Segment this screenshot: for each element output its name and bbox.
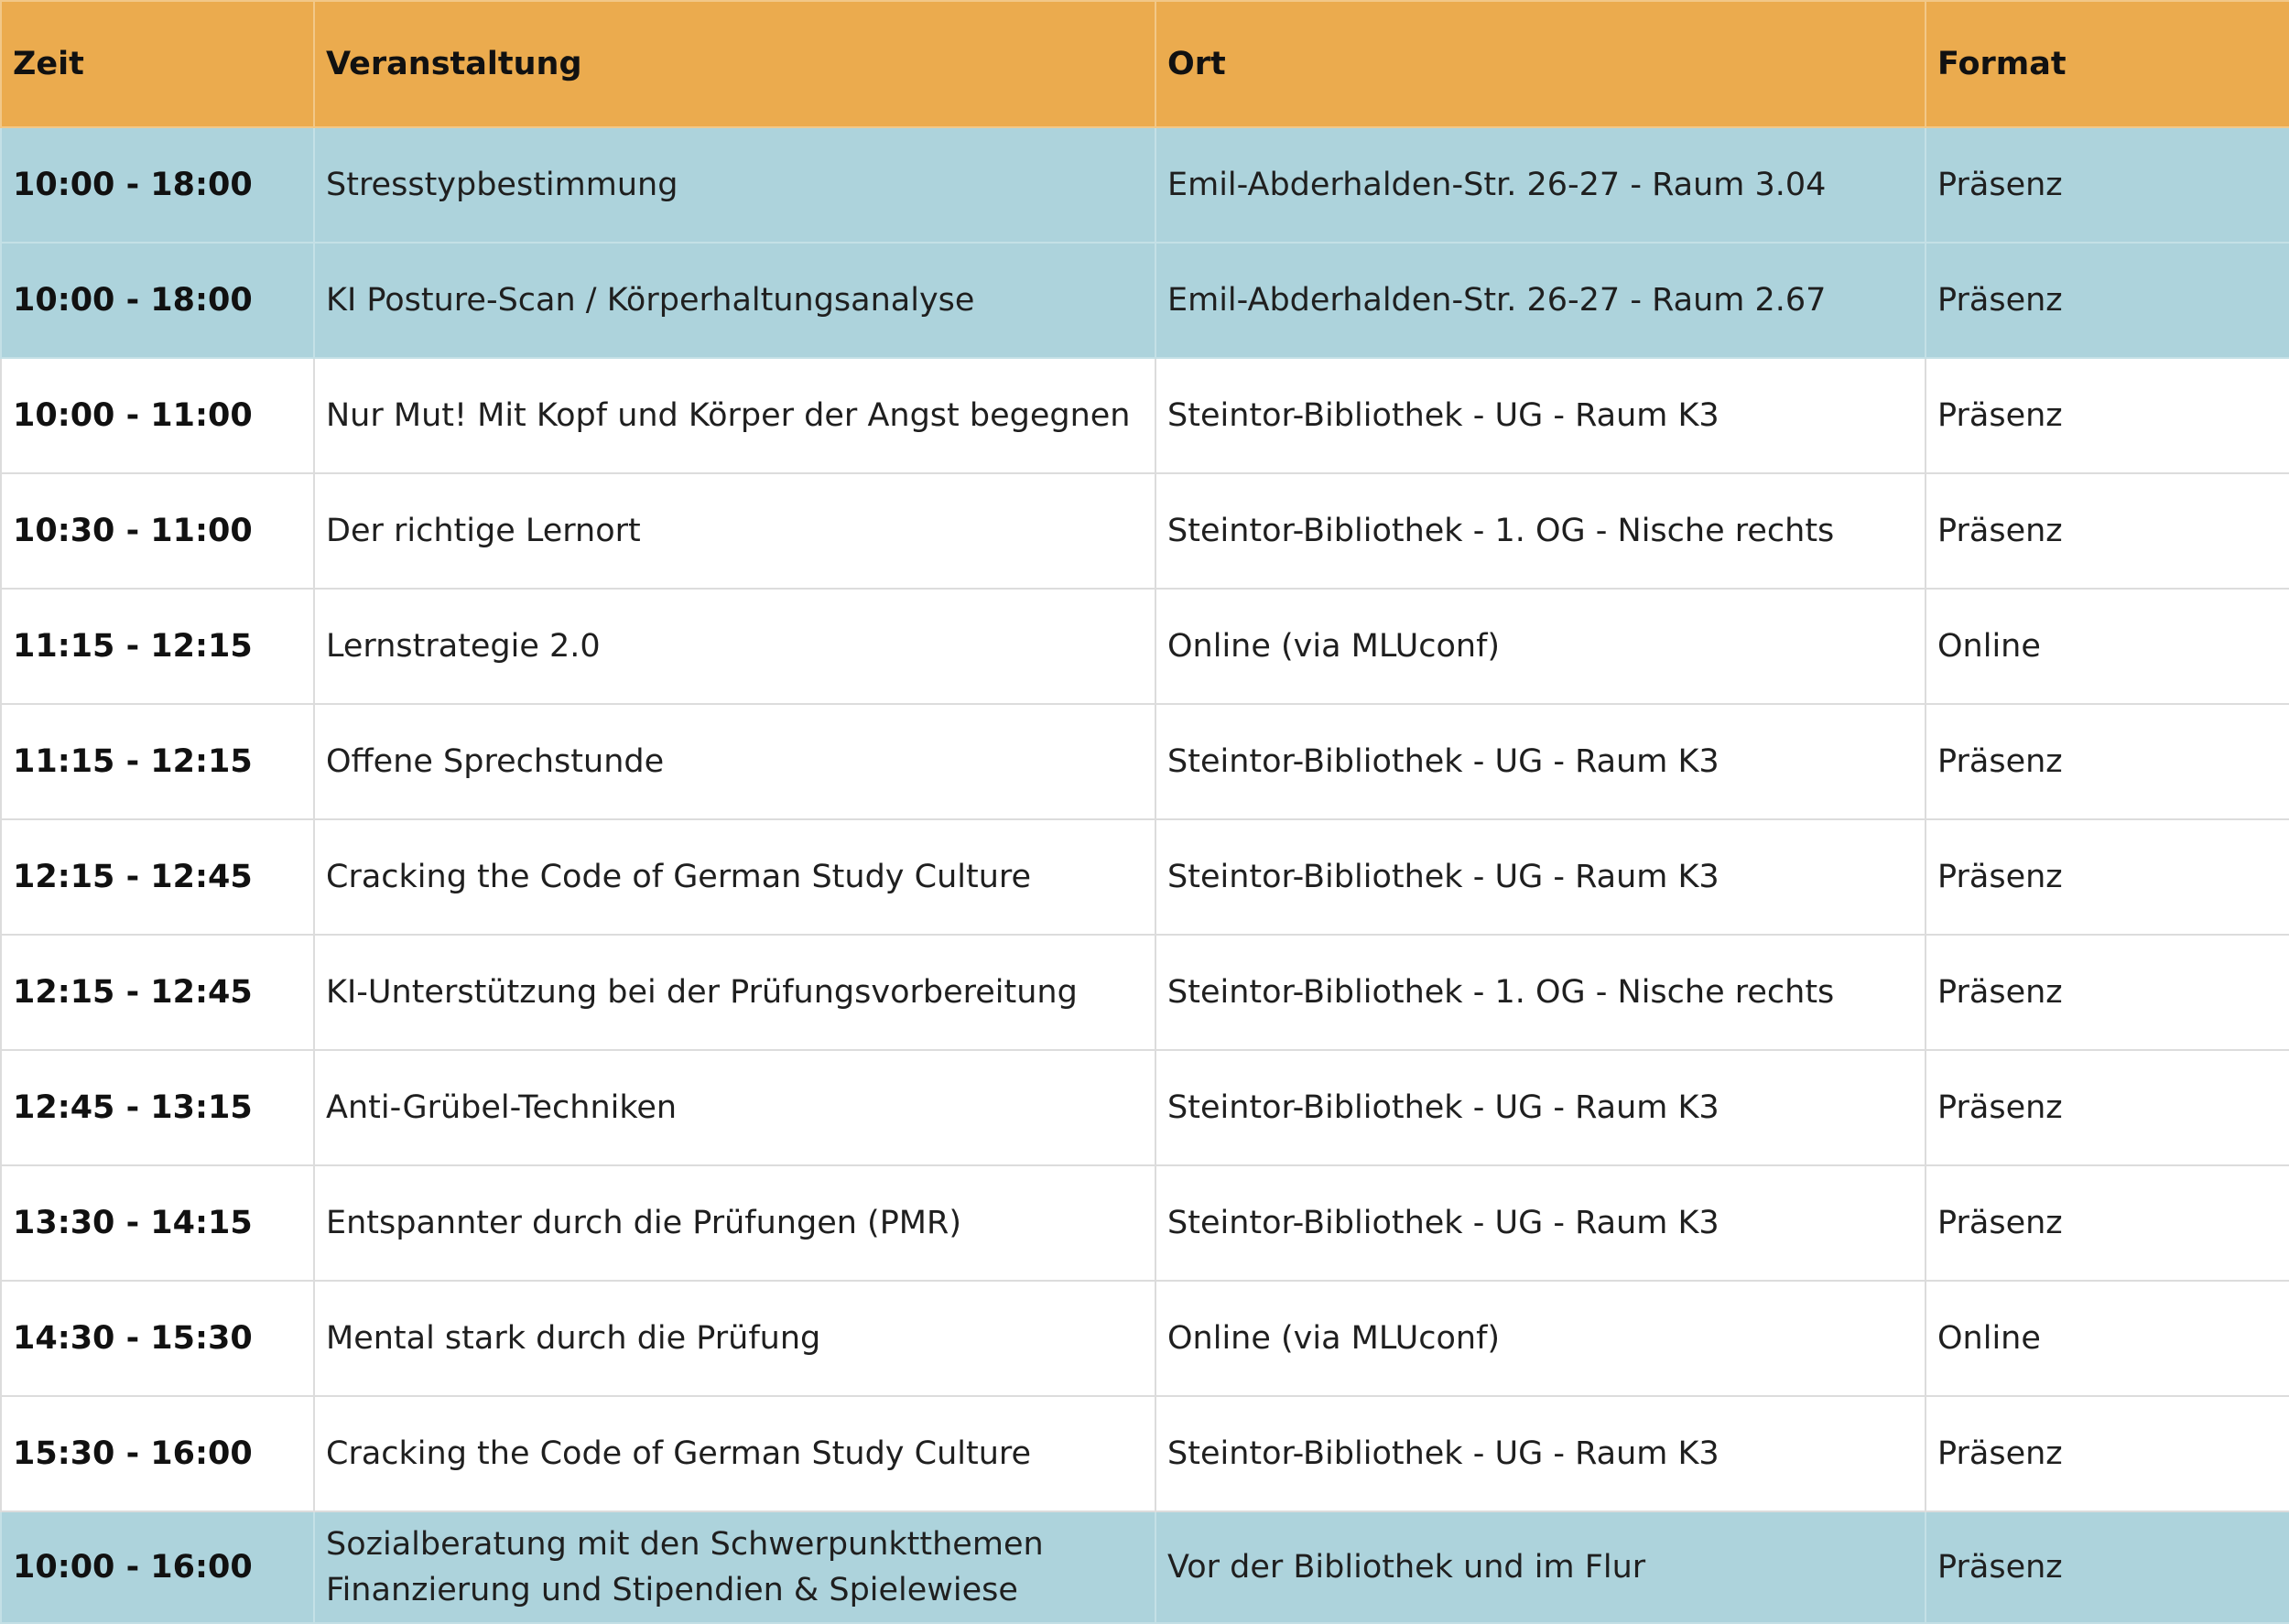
cell-ort: Steintor-Bibliothek - UG - Raum K3 bbox=[1155, 1050, 1926, 1165]
table-body bbox=[1, 127, 2289, 1623]
cell-ort: Vor der Bibliothek und im Flur bbox=[1155, 1511, 1926, 1623]
cell-format: Online bbox=[1926, 1281, 2289, 1396]
cell-zeit: 10:00 - 18:00 bbox=[1, 243, 314, 358]
cell-format: Präsenz bbox=[1926, 127, 2289, 243]
cell-veranstaltung: Sozialberatung mit den Schwerpunktthemen Finanzierung und Stipendien & Spielewiese bbox=[314, 1511, 1155, 1623]
cell-zeit: 10:00 - 18:00 bbox=[1, 127, 314, 243]
cell-format: Präsenz bbox=[1926, 1511, 2289, 1623]
cell-veranstaltung: Der richtige Lernort bbox=[314, 473, 1155, 589]
table-row bbox=[1, 1511, 2289, 1623]
cell-veranstaltung: Stresstypbestimmung bbox=[314, 127, 1155, 243]
cell-ort: Steintor-Bibliothek - UG - Raum K3 bbox=[1155, 819, 1926, 935]
header-zeit: Zeit bbox=[1, 1, 314, 127]
cell-zeit: 13:30 - 14:15 bbox=[1, 1165, 314, 1281]
table-row bbox=[1, 243, 2289, 358]
cell-veranstaltung: Nur Mut! Mit Kopf und Körper der Angst begegnen bbox=[314, 358, 1155, 473]
cell-zeit: 11:15 - 12:15 bbox=[1, 704, 314, 819]
cell-ort: Online (via MLUconf) bbox=[1155, 1281, 1926, 1396]
cell-zeit: 11:15 - 12:15 bbox=[1, 589, 314, 704]
cell-format: Präsenz bbox=[1926, 819, 2289, 935]
cell-format: Präsenz bbox=[1926, 935, 2289, 1050]
cell-ort: Emil-Abderhalden-Str. 26-27 - Raum 3.04 bbox=[1155, 127, 1926, 243]
header-ort: Ort bbox=[1155, 1, 1926, 127]
cell-format: Präsenz bbox=[1926, 1165, 2289, 1281]
cell-ort: Steintor-Bibliothek - 1. OG - Nische rechts bbox=[1155, 935, 1926, 1050]
cell-veranstaltung: Anti-Grübel-Techniken bbox=[314, 1050, 1155, 1165]
header-veranstaltung: Veranstaltung bbox=[314, 1, 1155, 127]
table-row bbox=[1, 589, 2289, 704]
cell-veranstaltung: Offene Sprechstunde bbox=[314, 704, 1155, 819]
cell-format: Online bbox=[1926, 589, 2289, 704]
cell-veranstaltung: Cracking the Code of German Study Culture bbox=[314, 1396, 1155, 1511]
header-format: Format bbox=[1926, 1, 2289, 127]
table-row bbox=[1, 704, 2289, 819]
table-row bbox=[1, 1281, 2289, 1396]
cell-veranstaltung: Cracking the Code of German Study Culture bbox=[314, 819, 1155, 935]
cell-format: Präsenz bbox=[1926, 243, 2289, 358]
cell-ort: Steintor-Bibliothek - UG - Raum K3 bbox=[1155, 1396, 1926, 1511]
table-row bbox=[1, 1396, 2289, 1511]
cell-zeit: 10:30 - 11:00 bbox=[1, 473, 314, 589]
cell-format: Präsenz bbox=[1926, 473, 2289, 589]
cell-veranstaltung: KI Posture-Scan / Körperhaltungsanalyse bbox=[314, 243, 1155, 358]
cell-veranstaltung: Lernstrategie 2.0 bbox=[314, 589, 1155, 704]
table-row bbox=[1, 127, 2289, 243]
cell-zeit: 10:00 - 11:00 bbox=[1, 358, 314, 473]
table-header bbox=[1, 1, 2289, 127]
cell-ort: Steintor-Bibliothek - UG - Raum K3 bbox=[1155, 1165, 1926, 1281]
cell-zeit: 12:45 - 13:15 bbox=[1, 1050, 314, 1165]
cell-zeit: 15:30 - 16:00 bbox=[1, 1396, 314, 1511]
header-row bbox=[1, 1, 2289, 127]
cell-zeit: 12:15 - 12:45 bbox=[1, 935, 314, 1050]
cell-veranstaltung: Mental stark durch die Prüfung bbox=[314, 1281, 1155, 1396]
cell-format: Präsenz bbox=[1926, 704, 2289, 819]
cell-format: Präsenz bbox=[1926, 1396, 2289, 1511]
cell-veranstaltung: KI-Unterstützung bei der Prüfungsvorbereitung bbox=[314, 935, 1155, 1050]
table-row bbox=[1, 819, 2289, 935]
cell-ort: Steintor-Bibliothek - UG - Raum K3 bbox=[1155, 704, 1926, 819]
cell-ort: Emil-Abderhalden-Str. 26-27 - Raum 2.67 bbox=[1155, 243, 1926, 358]
table-row bbox=[1, 358, 2289, 473]
cell-ort: Online (via MLUconf) bbox=[1155, 589, 1926, 704]
cell-veranstaltung: Entspannter durch die Prüfungen (PMR) bbox=[314, 1165, 1155, 1281]
table-row bbox=[1, 473, 2289, 589]
cell-ort: Steintor-Bibliothek - 1. OG - Nische rechts bbox=[1155, 473, 1926, 589]
cell-format: Präsenz bbox=[1926, 1050, 2289, 1165]
table-row bbox=[1, 1165, 2289, 1281]
cell-zeit: 10:00 - 16:00 bbox=[1, 1511, 314, 1623]
cell-zeit: 12:15 - 12:45 bbox=[1, 819, 314, 935]
cell-ort: Steintor-Bibliothek - UG - Raum K3 bbox=[1155, 358, 1926, 473]
cell-format: Präsenz bbox=[1926, 358, 2289, 473]
table-row bbox=[1, 935, 2289, 1050]
table-row bbox=[1, 1050, 2289, 1165]
cell-zeit: 14:30 - 15:30 bbox=[1, 1281, 314, 1396]
